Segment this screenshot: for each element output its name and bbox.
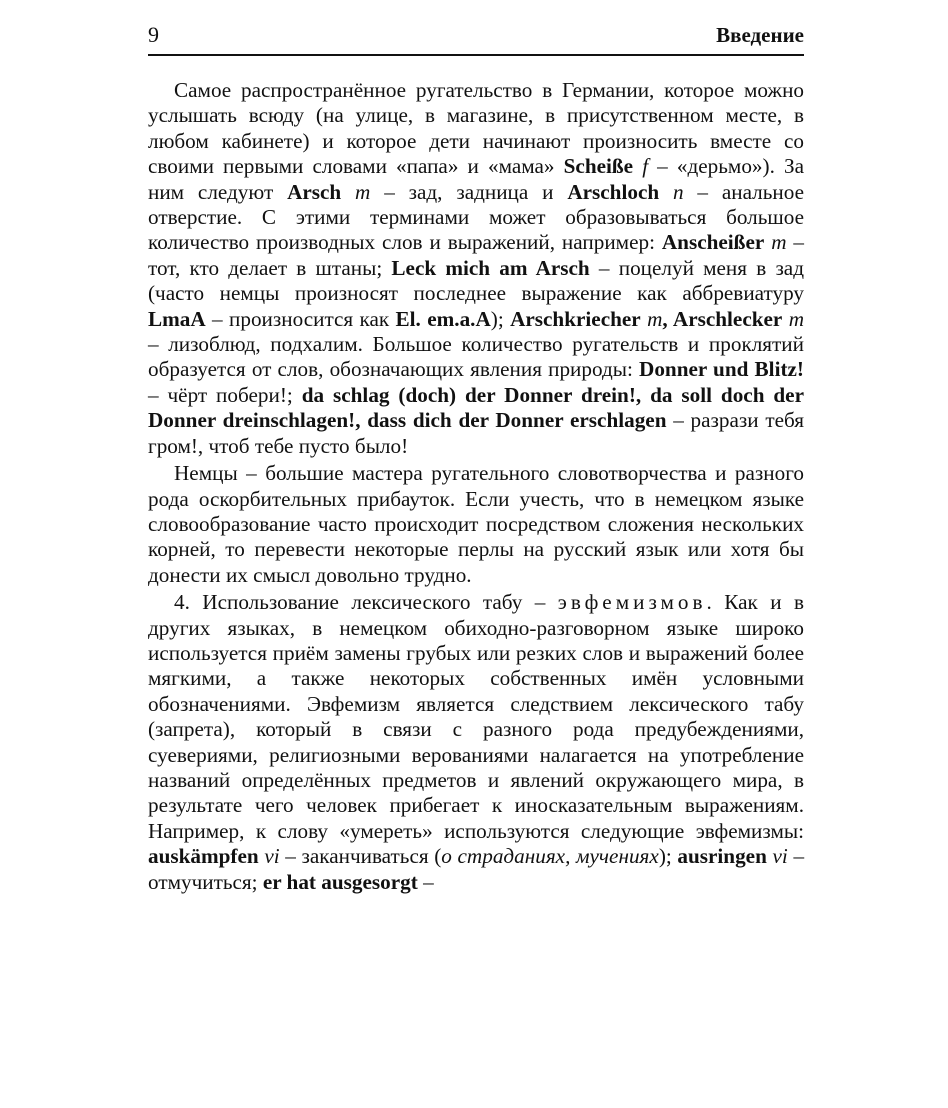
usage-note: о страданиях, мучениях	[441, 844, 659, 869]
running-head	[148, 22, 804, 56]
text-run: );	[490, 306, 511, 331]
gender-mark: m	[647, 306, 663, 331]
text-run: –	[417, 869, 434, 894]
gender-mark: f	[642, 154, 649, 179]
body-text	[148, 78, 804, 895]
text-run: – тот, кто делает в штаны;	[148, 230, 804, 280]
german-term: El. em.a.A	[395, 306, 491, 331]
text-run: 4. Использование лексического табу –	[174, 590, 558, 615]
text-run: – произносится как	[205, 306, 396, 331]
german-term: da schlag (doch) der Donner drein!, da soll doch der Donner dreinschlagen!, dass dich der Donner erschlagen	[148, 382, 804, 433]
paragraph-euphemisms	[148, 590, 804, 895]
german-term: Anscheißer	[661, 230, 765, 255]
text-run: – разрази тебя гром!, чтоб тебе пусто было!	[148, 408, 805, 458]
gender-mark: m	[355, 179, 371, 204]
german-term: Arschloch	[567, 179, 660, 204]
text-run: – анальное отверстие. С этими терминами может образовываться большое количество производных слов и выражений, например:	[148, 179, 805, 255]
german-term: Arsch	[287, 179, 342, 204]
grammar-mark: vi	[772, 844, 788, 869]
german-term: Leck mich am Arsch	[391, 255, 590, 280]
text-run: – «дерьмо»). За ним следуют	[148, 154, 804, 204]
text-run: . Как и в других языках, в немецком обиходно-разговорном языке широко используется приём замены грубых или резких слов и выражений более мягкими, а также некоторых собственных имён условными обозначениями. Эвфемизм является следствием лексического табу (запрета), который в связи с разного рода предубеждениями, суевериями, религиозными верованиями налагается на употребление названий определённых предметов и явлений окружающего мира, в результате чего человек прибегает к иносказательным выражениям. Например, к слову «умереть» используются следующие эвфемизмы:	[148, 590, 804, 843]
text-run: Самое распространённое ругательство в Германии, которое можно услышать всюду (на улице, в магазине, в присутственном месте, в любом кабинете) и которое дети начинают произносить вместе со своими первыми словами «папа» и «мама»	[148, 78, 804, 179]
gender-mark: m	[788, 306, 805, 331]
german-term: LmaA	[148, 306, 206, 331]
text-run: – лизоблюд, подхалим. Большое количество ругательств и проклятий образуется от слов, обозначающих явления природы:	[148, 332, 804, 382]
gender-mark: m	[771, 230, 787, 255]
book-page	[148, 22, 804, 895]
paragraph-swearing: Самое распространённое ругательство в Германии, которое можно услышать всюду (на улице, в магазине, в присутственном месте, в любом кабинете) и которое дети начинают произносить вместе со своими первыми словами «папа» и «мама» Scheiße f – «дерьмо»). За ним следуют Arsch m – зад, задница и Arschloch n – анальное отверстие. С этими терминами может образовываться большое количество производных слов и выражений, например: Anscheißer m – тот, кто делает в штаны; Leck mich am Arsch – поцелуй меня в зад (часто немцы произносят последнее выражение как аббревиатуру LmaA – произносится как El. em.a.A); Arschkriecher m, Arschlecker m – лизоблюд, подхалим. Большое количество ругательств и проклятий образуется от слов, обозначающих явления природы: Donner und Blitz! – чёрт побери!; da schlag (doch) der Donner drein!, da soll doch der Donner dreinschlagen!, dass dich der Donner erschlagen – разрази тебя гром!, чтоб тебе пусто было!	[148, 78, 805, 458]
german-term: Donner und Blitz!	[639, 357, 804, 382]
spaced-term: эвфемизмов	[557, 590, 707, 615]
german-term: Scheiße	[563, 154, 634, 179]
text-run: – заканчиваться (	[279, 844, 442, 869]
german-term: er hat ausgesorgt	[262, 869, 418, 894]
grammar-mark: vi	[264, 844, 280, 869]
paragraph-word-creation: Немцы – большие мастера ругательного словотворчества и разного рода оскорбительных прибауток. Если учесть, что в немецком языке словообразование часто происходит посредством сложения нескольких корней, то перевести некоторые перлы на русский язык или хотя бы донести их смысл довольно трудно.	[148, 461, 804, 587]
gender-mark: n	[672, 179, 684, 204]
page-number: 9	[148, 22, 159, 47]
text-run: );	[658, 844, 678, 869]
german-term: auskämpfen	[148, 844, 259, 869]
text-run: – отмучиться;	[148, 844, 805, 894]
text-run: – поцелуй меня в зад (часто немцы произносят последнее выражение как аббревиатуру	[148, 255, 804, 306]
text-run: – зад, задница и	[370, 179, 568, 204]
text-run: – чёрт побери!;	[148, 382, 302, 407]
german-term: Arschlecker	[672, 306, 783, 331]
german-term: Arschkriecher	[510, 306, 641, 331]
section-title: Введение	[716, 23, 804, 47]
german-term: ausringen	[677, 844, 767, 869]
